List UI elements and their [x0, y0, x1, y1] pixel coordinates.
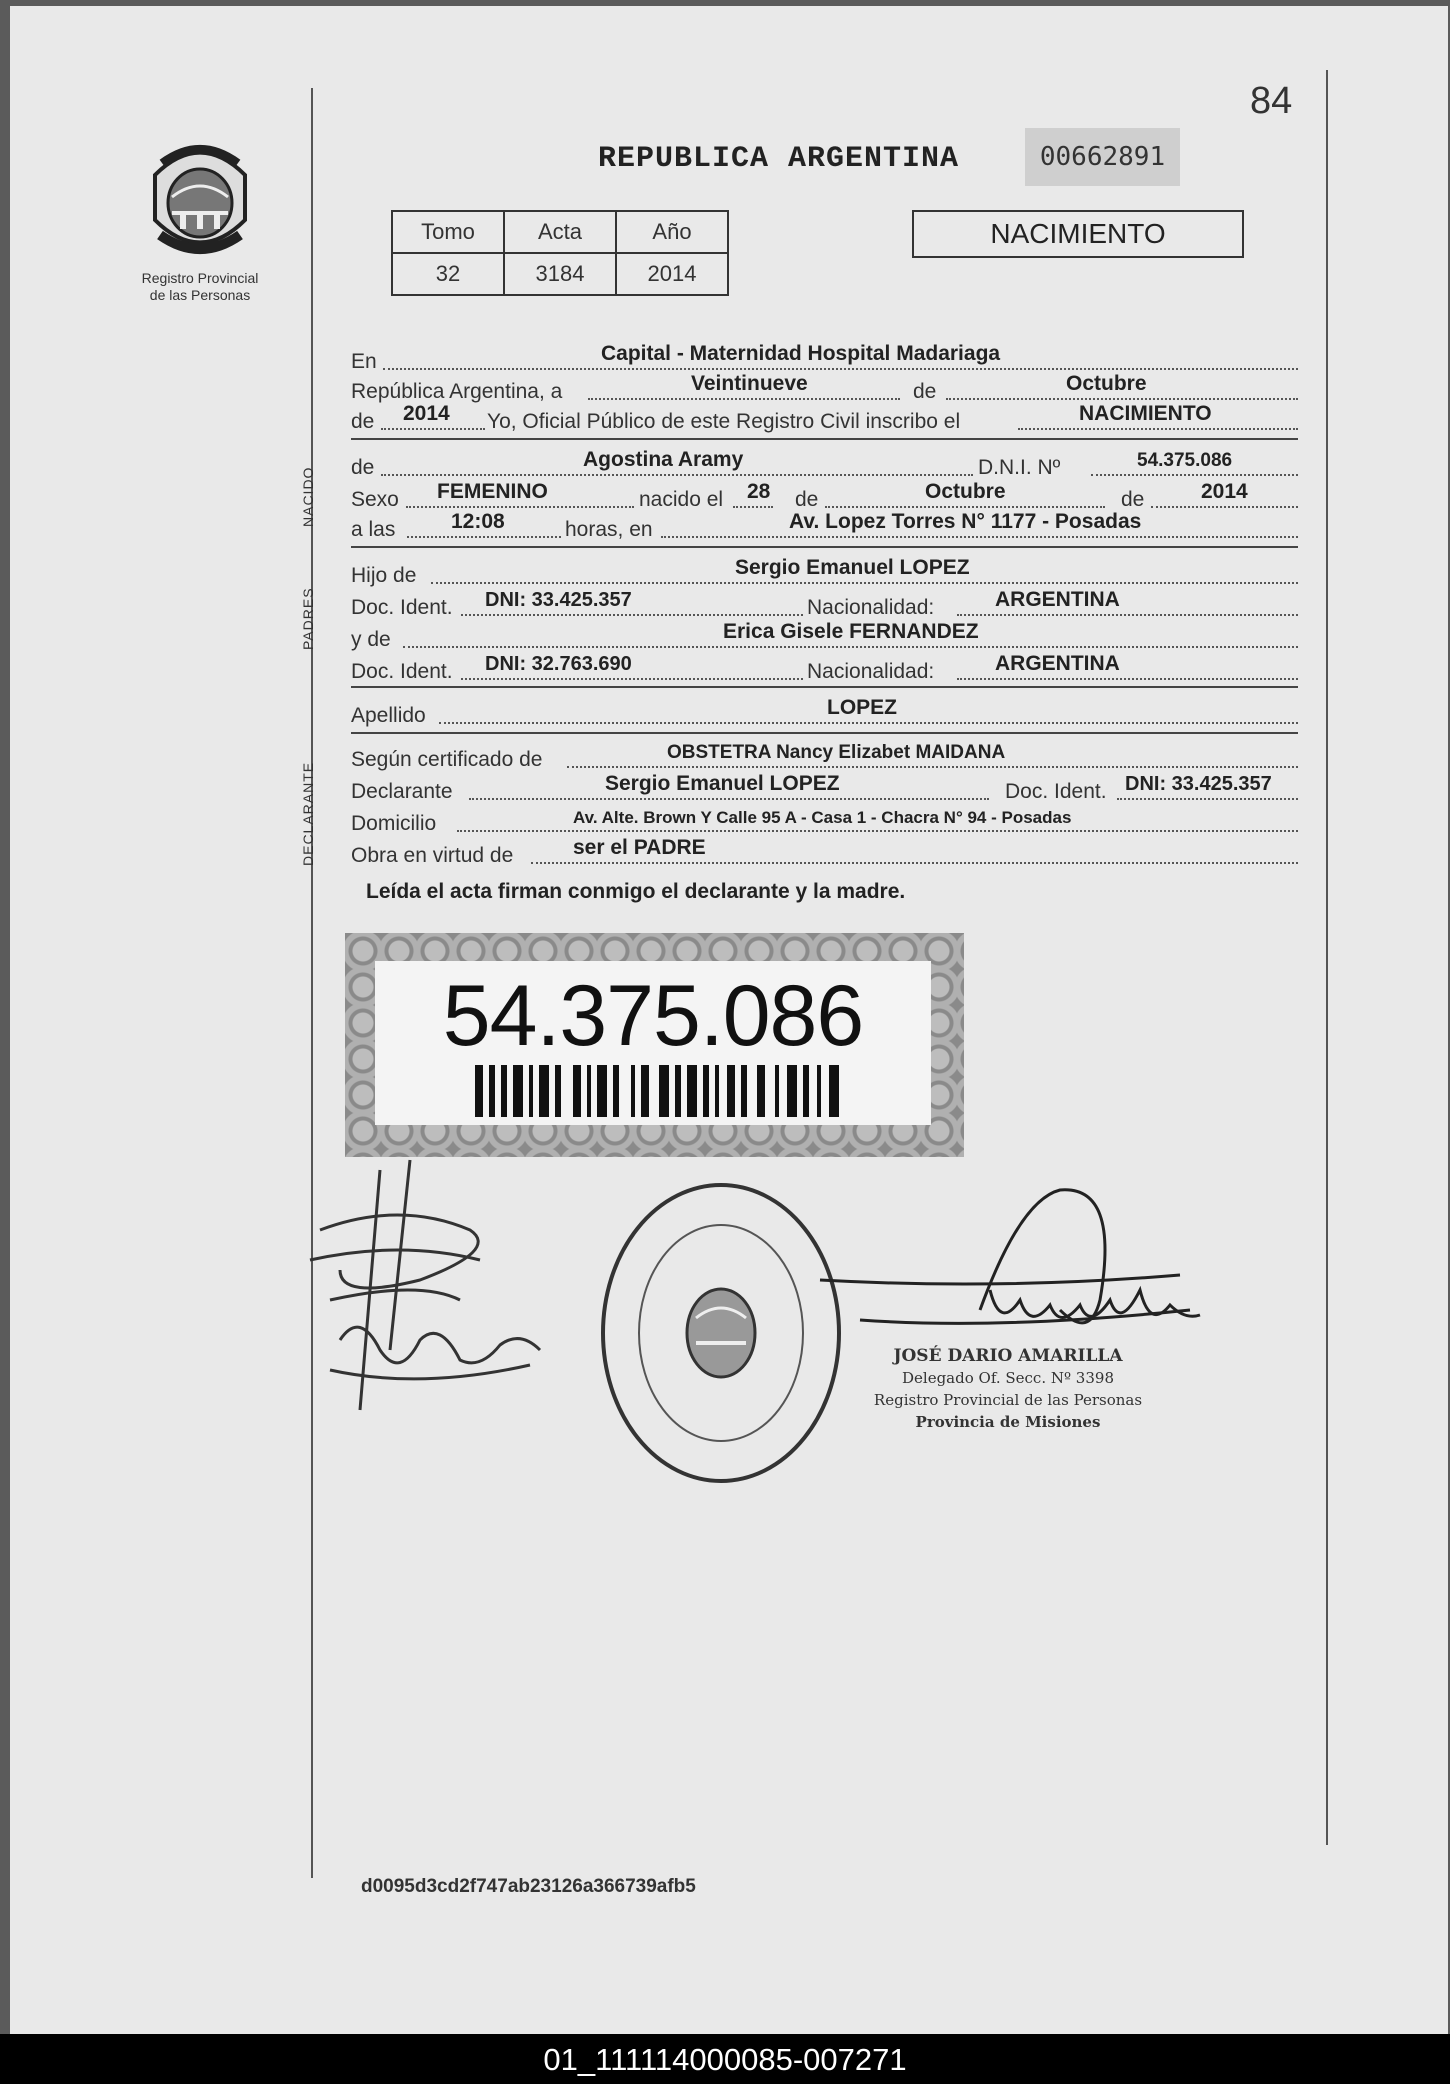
right-margin-line [1326, 70, 1328, 1845]
dotted-line [588, 398, 900, 400]
section-divider [351, 686, 1298, 688]
acta-value: 3184 [504, 253, 616, 295]
section-divider [351, 438, 1298, 440]
sexo-label: Sexo [351, 488, 399, 511]
section-divider [351, 546, 1298, 548]
horas-label: horas, en [565, 518, 653, 541]
dotted-line [407, 536, 561, 538]
dni-sticker-label [375, 961, 931, 1125]
row-time-place [351, 510, 1298, 542]
page-number: 84 [1250, 80, 1293, 122]
dotted-line [461, 678, 803, 680]
mother-doc: DNI: 32.763.690 [485, 653, 632, 675]
oficial-text: Yo, Oficial Público de este Registro Civil inscribo el [487, 410, 961, 433]
dotted-line [383, 368, 1298, 370]
country-title: REPUBLICA ARGENTINA [598, 142, 960, 176]
apellido-label: Apellido [351, 704, 426, 727]
cert-value: OBSTETRA Nancy Elizabet MAIDANA [667, 742, 1006, 763]
de-label: de [351, 410, 375, 433]
row-mother-doc [351, 652, 1298, 684]
nacido-label: nacido el [639, 488, 724, 511]
dotted-line [381, 474, 973, 476]
dni-sticker-number: 54.375.086 [442, 968, 864, 1064]
mother-name: Erica Gisele FERNANDEZ [723, 620, 979, 643]
section-label-declarante [300, 826, 330, 866]
row-en [351, 342, 1298, 374]
tomo-header: Tomo [392, 211, 504, 253]
serial-number: 00662891 [1025, 128, 1180, 186]
footer-id: 01_111114000085-007271 [543, 2042, 907, 2077]
row-name [351, 448, 1298, 480]
dotted-line [1018, 428, 1298, 430]
row-date [351, 372, 1298, 404]
official-name: JOSÉ DARIO AMARILLA [893, 1346, 1123, 1366]
en-label: En [351, 350, 377, 373]
dotted-line [957, 614, 1298, 616]
section-label-nacido: NACIDO [300, 466, 316, 527]
dotted-line [825, 506, 1105, 508]
place-value: Capital - Maternidad Hospital Madariaga [601, 342, 1001, 365]
row-sex-birth [351, 480, 1298, 512]
tomo-value: 32 [392, 253, 504, 295]
dotted-line [1091, 474, 1298, 476]
alas-label: a las [351, 518, 396, 541]
act-type-box: NACIMIENTO [912, 210, 1244, 258]
father-nationality: ARGENTINA [995, 588, 1120, 611]
logo-caption: Registro Provincial de las Personas [141, 270, 259, 303]
doc-label: Doc. Ident. [1005, 780, 1107, 803]
decl-label: Declarante [351, 780, 453, 803]
rep-label: República Argentina, a [351, 380, 563, 403]
dotted-line [457, 830, 1298, 832]
row-declarant [351, 772, 1298, 804]
birth-day: 28 [747, 480, 771, 503]
section-label-padres: PADRES [300, 587, 316, 650]
child-name: Agostina Aramy [583, 448, 744, 471]
row-certificate [351, 744, 1298, 772]
de-label: de [1121, 488, 1145, 511]
row-obra [351, 836, 1298, 868]
time-value: 12:08 [451, 510, 505, 533]
dotted-line [381, 428, 485, 430]
official-office: Registro Provincial de las Personas [873, 1391, 1143, 1409]
de-label: de [351, 456, 375, 479]
de-label: de [913, 380, 937, 403]
row-address [351, 808, 1298, 836]
dotted-line [431, 582, 1298, 584]
official-role: Delegado Of. Secc. Nº 3398 [902, 1369, 1114, 1387]
de-label: de [795, 488, 819, 511]
hijo-label: Hijo de [351, 564, 417, 587]
acta-header: Acta [504, 211, 616, 253]
footer-bar [0, 2034, 1450, 2084]
dotted-line [439, 722, 1298, 724]
apellido-value: LOPEZ [827, 696, 898, 719]
closing-statement: Leída el acta firman conmigo el declarante y la madre. [366, 880, 906, 903]
ano-header: Año [616, 211, 728, 253]
document-hash: d0095d3cd2f747ab23126a366739afb5 [361, 1876, 696, 1897]
official-province: Provincia de Misiones [915, 1413, 1101, 1431]
row-apellido [351, 696, 1298, 728]
dni-label: D.N.I. Nº [978, 456, 1061, 479]
declarant-doc: DNI: 33.425.357 [1125, 773, 1272, 795]
dotted-line [946, 398, 1298, 400]
dotted-line [567, 766, 1298, 768]
dom-label: Domicilio [351, 812, 437, 835]
obra-value: ser el PADRE [573, 836, 706, 859]
official-stamp [838, 1345, 1178, 1433]
dotted-line [733, 506, 773, 508]
sex-value: FEMENINO [437, 480, 548, 503]
dotted-line [957, 678, 1298, 680]
year-value: 2014 [403, 402, 450, 425]
dni-sticker [345, 933, 964, 1157]
dotted-line [1151, 506, 1298, 508]
month-value: Octubre [1066, 372, 1147, 395]
obra-label: Obra en virtud de [351, 844, 514, 867]
nac-label: Nacionalidad: [807, 596, 935, 619]
cert-label: Según certificado de [351, 748, 543, 771]
dotted-line [461, 614, 803, 616]
province-emblem-icon [140, 135, 260, 265]
child-dni: 54.375.086 [1137, 450, 1233, 471]
row-father-doc [351, 588, 1298, 620]
row-father [351, 556, 1298, 588]
day-value: Veintinueve [691, 372, 808, 395]
barcode-icon [475, 1065, 845, 1117]
birth-year: 2014 [1201, 480, 1248, 503]
birth-month: Octubre [925, 480, 1006, 503]
father-name: Sergio Emanuel LOPEZ [735, 556, 970, 579]
dotted-line [469, 798, 989, 800]
address-value: Av. Alte. Brown Y Calle 95 A - Casa 1 - Chacra N° 94 - Posadas [573, 808, 1072, 827]
doc-label: Doc. Ident. [351, 660, 453, 683]
inscribo-value: NACIMIENTO [1079, 402, 1212, 425]
left-margin-line [311, 88, 313, 1878]
registry-table [391, 210, 729, 296]
nac-label: Nacionalidad: [807, 660, 935, 683]
yde-label: y de [351, 628, 391, 651]
ano-value: 2014 [616, 253, 728, 295]
mother-nationality: ARGENTINA [995, 652, 1120, 675]
dotted-line [661, 536, 1298, 538]
dotted-line [406, 506, 634, 508]
dotted-line [1117, 798, 1298, 800]
dotted-line [531, 862, 1298, 864]
father-doc: DNI: 33.425.357 [485, 589, 632, 611]
section-divider [351, 732, 1298, 734]
doc-label: Doc. Ident. [351, 596, 453, 619]
dotted-line [403, 646, 1298, 648]
declarant-name: Sergio Emanuel LOPEZ [605, 772, 840, 795]
row-inscribo [351, 402, 1298, 434]
declarant-signature-icon [300, 1150, 580, 1450]
row-mother [351, 620, 1298, 652]
birth-place: Av. Lopez Torres N° 1177 - Posadas [789, 510, 1142, 533]
